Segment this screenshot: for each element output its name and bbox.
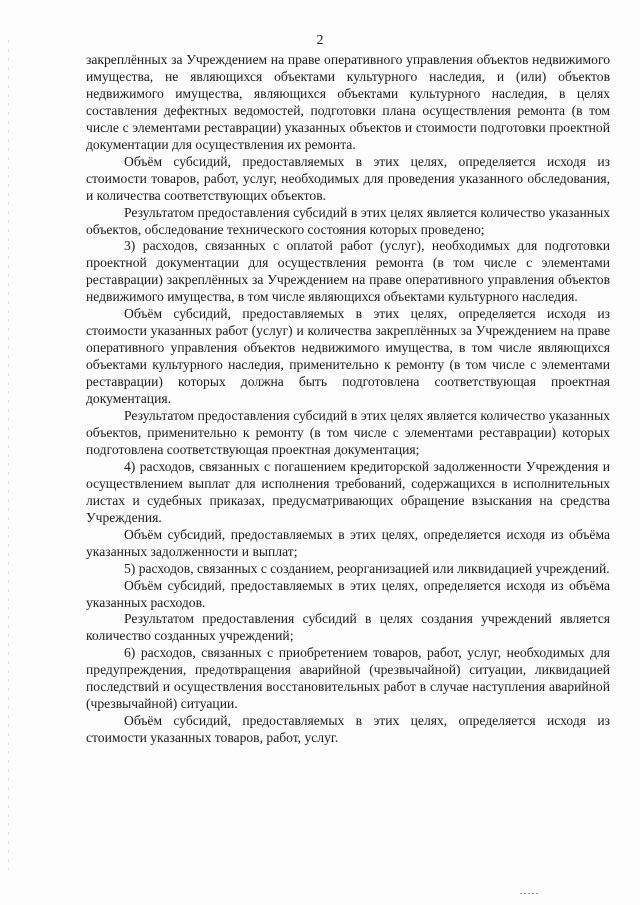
scan-bottom-artifact [520,893,538,894]
paragraph-subsidy-volume-reorganization: Объём субсидий, предоставляемых в этих целях, определяется исходя из объёма указанных расходов. [86,577,610,610]
paragraph-item-4: 4) расходов, связанных с погашением кредиторской задолженности Учреждения и осуществлением выплат для исполнения требований, содержащихся в исполнительных листах и судебных приказах, предусматривающих обращение взыскания на средства Учреждения. [86,458,610,525]
paragraph-result-creation: Результатом предоставления субсидий в целях создания учреждений является количество созданных учреждений; [86,611,610,644]
paragraph-result-inspection: Результатом предоставления субсидий в этих целях является количество указанных объектов, обследование технического состояния которых проведено; [86,204,610,237]
paragraph-continuation: закреплённых за Учреждением на праве оперативного управления объектов недвижимого имущества, не являющихся объектами культурного наследия, и (или) объектов недвижимого имущества, являющихся объектами культурного наследия, в целях составления дефектных ведомостей, подготовки плана осуществления ремонта (в том числе с элементами реставрации) указанных объектов и стоимости подготовки проектной документации для осуществления их ремонта. [86,52,610,152]
paragraph-item-6: 6) расходов, связанных с приобретением товаров, работ, услуг, необходимых для предупреждения, предотвращения аварийной (чрезвычайной) ситуации, ликвидацией последствий и осуществления восстановительных работ в случае наступления аварийной (чрезвычайной) ситуации. [86,645,610,712]
document-body [86,52,610,747]
paragraph-subsidy-volume-emergency: Объём субсидий, предоставляемых в этих целях, определяется исходя из стоимости указанных товаров, работ, услуг. [86,713,610,746]
page-number: 2 [316,33,324,48]
paragraph-item-3: 3) расходов, связанных с оплатой работ (услуг), необходимых для подготовки проектной документации для осуществления ремонта (в том числе с элементами реставрации) закреплённых за Учреждением на праве оперативного управления объектов недвижимого имущества, в том числе являющихся объектами культурного наследия. [86,238,610,305]
scan-edge-artifact [8,40,9,870]
paragraph-subsidy-volume-debt: Объём субсидий, предоставляемых в этих целях, определяется исходя из объёма указанных задолженности и выплат; [86,526,610,559]
paragraph-result-design: Результатом предоставления субсидий в этих целях является количество указанных объектов, применительно к ремонту (в том числе с элементами реставрации) которых подготовлена соответствующая проектная документация; [86,408,610,457]
paragraph-item-5: 5) расходов, связанных с созданием, реорганизацией или ликвидацией учреждений. [124,560,610,576]
paragraph-subsidy-volume-design: Объём субсидий, предоставляемых в этих целях, определяется исходя из стоимости указанных работ (услуг) и количества закреплённых за Учреждением на праве оперативного управления объектов недвижимого имущества, в том числе являющихся объектами культурного наследия, применительно к ремонту (в том числе с элементами реставрации) которых должна быть подготовлена соответствующая проектная документация. [86,306,610,407]
paragraph-subsidy-volume-inspection: Объём субсидий, предоставляемых в этих целях, определяется исходя из стоимости товаров, работ, услуг, необходимых для проведения указанного обследования, и количества соответствующих объектов. [86,153,610,203]
